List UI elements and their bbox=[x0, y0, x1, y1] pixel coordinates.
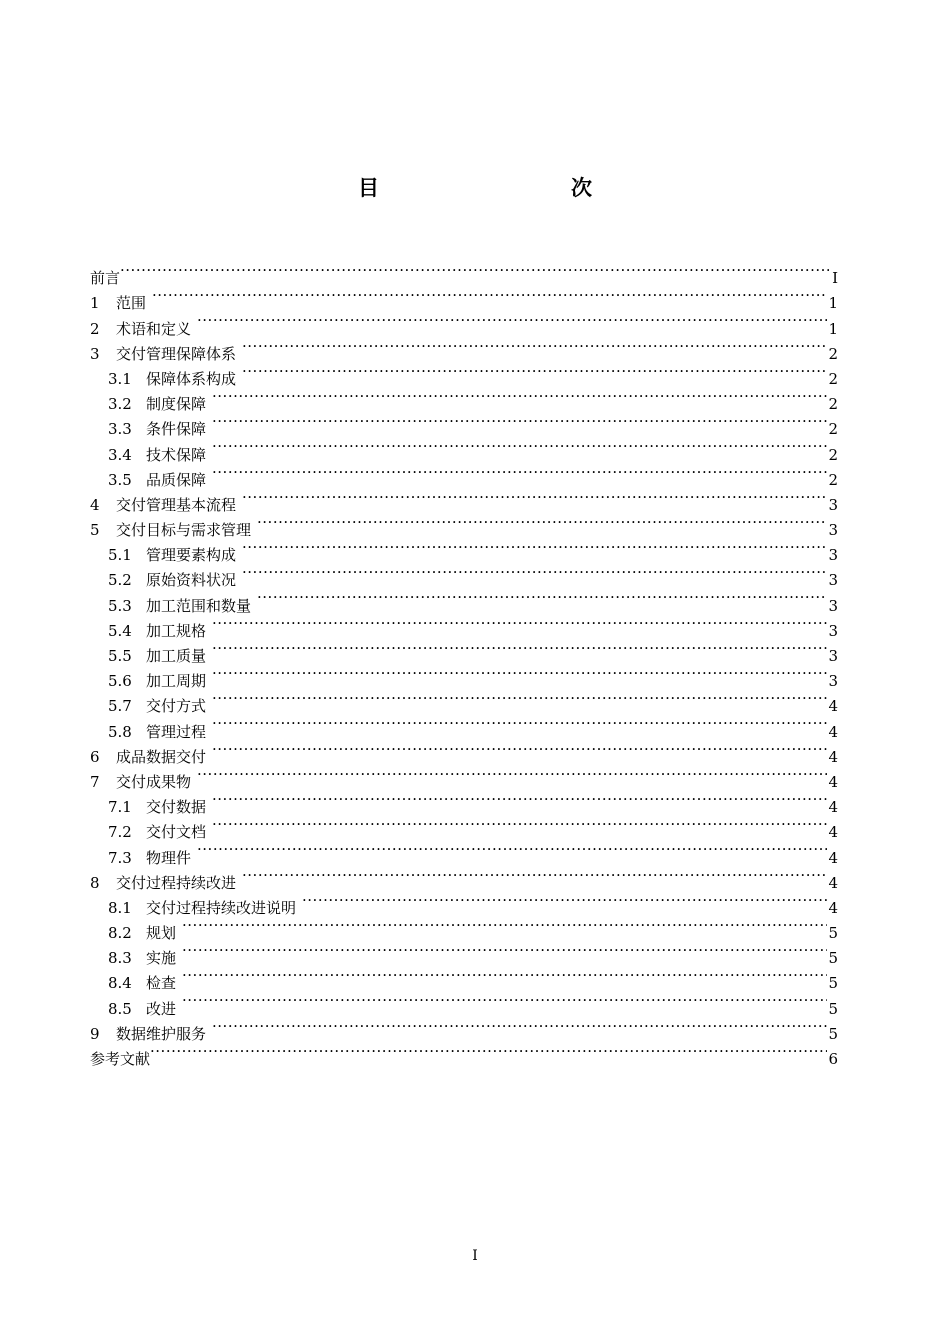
toc-entry-number: 5.3 bbox=[108, 596, 132, 615]
toc-entry-page: 5 bbox=[828, 999, 838, 1018]
toc-entry[interactable] bbox=[90, 913, 838, 943]
toc-entry-label: 管理要素构成 bbox=[146, 546, 237, 565]
toc-dot-leader bbox=[212, 787, 827, 812]
toc-entry-label: 交付过程持续改进 bbox=[116, 873, 237, 892]
toc-entry-number: 3.5 bbox=[108, 470, 132, 489]
toc-entry-page: 3 bbox=[828, 546, 838, 565]
toc-entry-page: 6 bbox=[828, 1050, 838, 1068]
toc-dot-leader bbox=[212, 434, 827, 459]
toc-entry-label: 前言 bbox=[90, 269, 121, 288]
toc-entry-number: 8.3 bbox=[108, 949, 132, 968]
toc-entry-label: 交付方式 bbox=[146, 697, 207, 716]
toc-entry[interactable] bbox=[90, 938, 838, 968]
toc-entry[interactable] bbox=[90, 1039, 838, 1068]
toc-dot-leader bbox=[212, 636, 827, 661]
page-title: 目 次 bbox=[358, 176, 642, 200]
toc-entry-label: 技术保障 bbox=[146, 445, 207, 464]
toc-dot-leader bbox=[212, 812, 827, 837]
toc-entry[interactable] bbox=[90, 258, 838, 288]
footer-page-number: I bbox=[472, 1248, 478, 1264]
toc-entry-page: 3 bbox=[828, 521, 838, 540]
toc-entry[interactable] bbox=[90, 283, 838, 313]
toc-dot-leader bbox=[257, 510, 827, 535]
toc-entry-label: 实施 bbox=[146, 949, 177, 968]
toc-entry-page: 2 bbox=[828, 395, 838, 414]
toc-entry-page: 5 bbox=[828, 974, 838, 993]
toc-dot-leader bbox=[197, 837, 827, 862]
toc-entry-label: 术语和定义 bbox=[116, 319, 192, 338]
toc-entry-label: 规划 bbox=[146, 924, 177, 943]
toc-entry-number: 7.2 bbox=[108, 823, 132, 842]
toc-entry-number: 5.2 bbox=[108, 571, 132, 590]
toc-entry-number: 6 bbox=[90, 747, 100, 766]
toc-entry-number: 5.1 bbox=[108, 546, 132, 565]
toc-entry-page: 4 bbox=[828, 697, 838, 716]
toc-entry-page: 2 bbox=[828, 344, 838, 363]
toc-entry-number: 8.1 bbox=[108, 898, 132, 917]
toc-entry-page: 4 bbox=[828, 823, 838, 842]
toc-dot-leader bbox=[182, 913, 827, 938]
toc-entry-number: 8.4 bbox=[108, 974, 132, 993]
toc-entry-label: 参考文献 bbox=[90, 1050, 151, 1068]
toc-dot-leader bbox=[212, 611, 827, 636]
toc-entry-label: 改进 bbox=[146, 999, 177, 1018]
toc-entry-label: 交付目标与需求管理 bbox=[116, 521, 252, 540]
toc-entry[interactable] bbox=[90, 787, 838, 817]
toc-entry-label: 管理过程 bbox=[146, 722, 207, 741]
toc-dot-leader bbox=[150, 1039, 827, 1064]
toc-entry-page: 1 bbox=[828, 319, 838, 338]
toc-entry-number: 5.8 bbox=[108, 722, 132, 741]
toc-entry-label: 范围 bbox=[116, 294, 147, 313]
toc-dot-leader bbox=[197, 762, 827, 787]
toc-entry-number: 5.7 bbox=[108, 697, 132, 716]
toc-entry-page: 5 bbox=[828, 1024, 838, 1043]
toc-dot-leader bbox=[212, 384, 827, 409]
toc-entry-page: 5 bbox=[828, 949, 838, 968]
toc-entry-page: 3 bbox=[828, 495, 838, 514]
toc-dot-leader bbox=[242, 863, 827, 888]
toc-entry-label: 交付文档 bbox=[146, 823, 207, 842]
toc-entry-label: 成品数据交付 bbox=[116, 747, 207, 766]
toc-entry[interactable] bbox=[90, 988, 838, 1018]
toc-dot-leader bbox=[182, 988, 827, 1013]
toc-entry[interactable] bbox=[90, 837, 838, 867]
toc-dot-leader bbox=[242, 560, 827, 585]
toc-entry-label: 加工规格 bbox=[146, 621, 207, 640]
toc-entry-label: 加工周期 bbox=[146, 672, 207, 691]
toc-dot-leader bbox=[212, 711, 827, 736]
toc-dot-leader bbox=[212, 686, 827, 711]
toc-entry-number: 8 bbox=[90, 873, 100, 892]
toc-entry-number: 5.5 bbox=[108, 647, 132, 665]
toc-entry-number: 7.3 bbox=[108, 848, 132, 867]
toc-entry-number: 3.4 bbox=[108, 445, 132, 464]
toc-entry-page: 1 bbox=[828, 294, 838, 313]
toc-entry-label: 交付管理保障体系 bbox=[116, 344, 237, 363]
toc-dot-leader bbox=[242, 485, 827, 510]
toc-entry[interactable] bbox=[90, 334, 838, 363]
toc-entry-page: 3 bbox=[828, 647, 838, 665]
toc-dot-leader bbox=[257, 585, 827, 610]
toc-entry-page: 4 bbox=[828, 747, 838, 766]
toc-entry-label: 加工范围和数量 bbox=[146, 596, 252, 615]
toc-entry-number: 5.4 bbox=[108, 621, 132, 640]
toc-entry-number: 8.2 bbox=[108, 924, 132, 943]
toc-entry-label: 保障体系构成 bbox=[146, 369, 237, 388]
toc-entry-page: 5 bbox=[828, 924, 838, 943]
toc-entry-number: 7.1 bbox=[108, 798, 132, 817]
toc-dot-leader bbox=[212, 460, 827, 485]
toc-entry-page: 3 bbox=[828, 672, 838, 691]
toc-entry-page: 3 bbox=[828, 621, 838, 640]
toc-entry-page: 4 bbox=[828, 873, 838, 892]
toc-entry[interactable] bbox=[90, 963, 838, 993]
toc-entry-number: 9 bbox=[90, 1024, 100, 1043]
toc-entry-page: 4 bbox=[828, 722, 838, 741]
toc-entry-number: 3.2 bbox=[108, 395, 132, 414]
toc-entry-label: 交付数据 bbox=[146, 798, 207, 817]
toc-entry-number: 3.1 bbox=[108, 369, 132, 388]
toc-entry-label: 品质保障 bbox=[146, 470, 207, 489]
toc-dot-leader bbox=[302, 888, 827, 913]
toc-entry[interactable] bbox=[90, 308, 838, 338]
toc-entry-label: 交付过程持续改进说明 bbox=[146, 898, 297, 917]
toc-dot-leader bbox=[197, 308, 827, 333]
toc-entry-number: 7 bbox=[90, 772, 100, 791]
toc-entry[interactable] bbox=[90, 863, 838, 892]
toc-dot-leader bbox=[242, 535, 827, 560]
toc-entry-label: 原始资料状况 bbox=[146, 571, 237, 590]
toc-entry-number: 1 bbox=[90, 294, 100, 313]
toc-dot-leader bbox=[152, 283, 827, 308]
toc-entry-page: 3 bbox=[828, 571, 838, 590]
toc-entry-page: 3 bbox=[828, 596, 838, 615]
toc-entry-page: I bbox=[832, 269, 838, 288]
toc-entry-label: 数据维护服务 bbox=[116, 1024, 207, 1043]
toc-entry-page: 2 bbox=[828, 445, 838, 464]
toc-entry-number: 4 bbox=[90, 495, 100, 514]
toc-entry-page: 4 bbox=[828, 772, 838, 791]
toc-entry-label: 制度保障 bbox=[146, 395, 207, 414]
toc-entry-label: 条件保障 bbox=[146, 420, 207, 439]
toc-entry-number: 2 bbox=[90, 319, 100, 338]
toc-entry-number: 3.3 bbox=[108, 420, 132, 439]
toc-entry-page: 4 bbox=[828, 798, 838, 817]
toc-entry-label: 交付成果物 bbox=[116, 772, 192, 791]
toc-dot-leader bbox=[212, 409, 827, 434]
toc-dot-leader bbox=[212, 737, 827, 762]
toc-entry-label: 检查 bbox=[146, 974, 177, 993]
toc-entry-number: 8.5 bbox=[108, 999, 132, 1018]
toc-entry-page: 4 bbox=[828, 848, 838, 867]
toc-dot-leader bbox=[182, 938, 827, 963]
toc-entry-label: 物理件 bbox=[146, 848, 192, 867]
toc-dot-leader bbox=[242, 334, 827, 359]
toc-entry-page: 2 bbox=[828, 420, 838, 439]
toc-entry-page: 2 bbox=[828, 470, 838, 489]
table-of-contents bbox=[90, 258, 838, 1068]
toc-entry-number: 5.6 bbox=[108, 672, 132, 691]
toc-entry[interactable] bbox=[90, 1014, 838, 1043]
toc-entry[interactable] bbox=[90, 762, 838, 791]
toc-dot-leader bbox=[242, 359, 827, 384]
toc-dot-leader bbox=[212, 661, 827, 686]
toc-dot-leader bbox=[120, 258, 829, 283]
toc-entry-page: 4 bbox=[828, 898, 838, 917]
toc-dot-leader bbox=[212, 1014, 827, 1039]
toc-entry-page: 2 bbox=[828, 369, 838, 388]
toc-entry-number: 3 bbox=[90, 344, 100, 363]
toc-dot-leader bbox=[182, 963, 827, 988]
toc-entry-number: 5 bbox=[90, 521, 100, 540]
toc-entry-label: 加工质量 bbox=[146, 647, 207, 665]
toc-entry-label: 交付管理基本流程 bbox=[116, 495, 237, 514]
